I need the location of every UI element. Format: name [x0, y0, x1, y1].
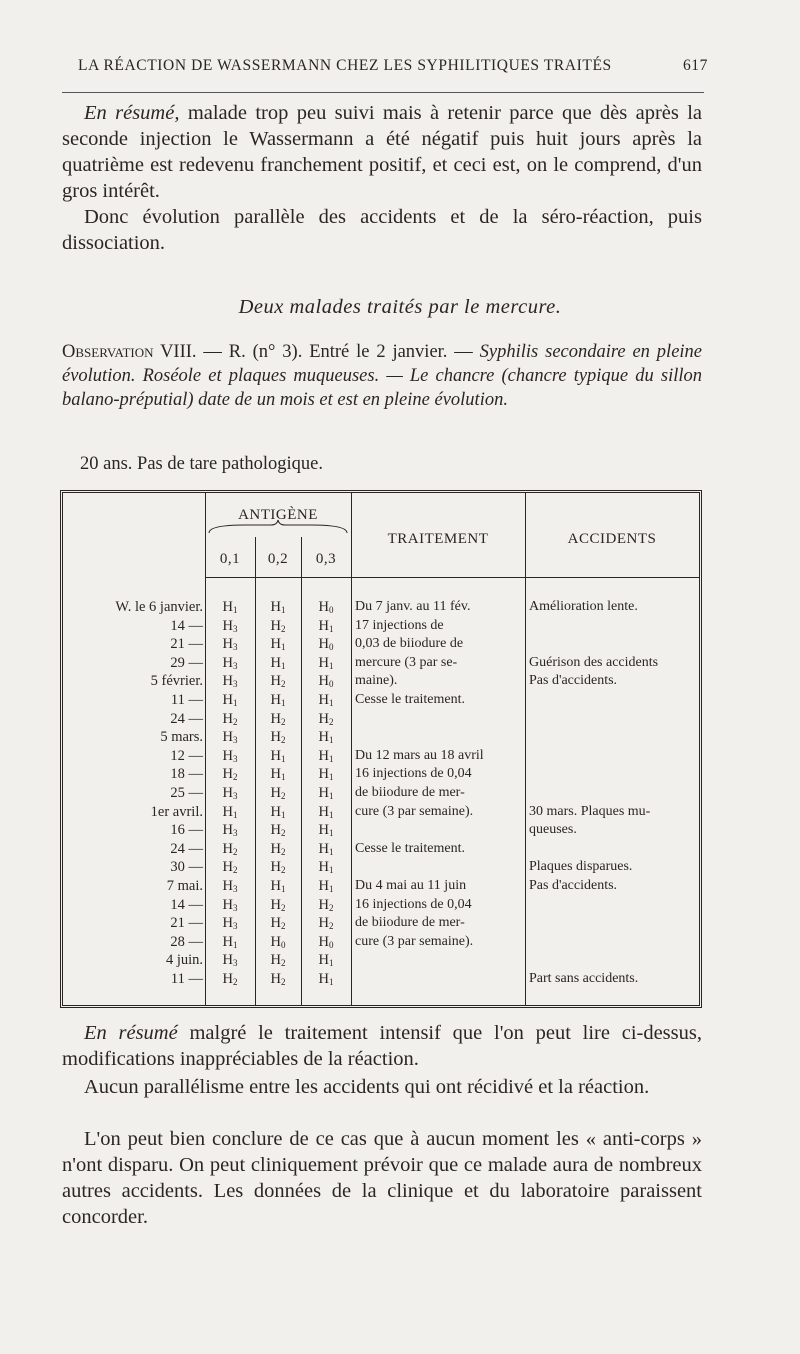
reaction-index: 1 — [232, 698, 238, 708]
reaction-letter: H — [318, 915, 329, 932]
reaction-letter: H — [270, 747, 281, 764]
row-accidents: Part sans accidents. — [529, 971, 639, 986]
reaction-index: 2 — [280, 623, 286, 634]
reaction-index: 1 — [280, 809, 286, 820]
reaction-index: 2 — [280, 846, 286, 857]
reaction-index: 1 — [328, 977, 334, 987]
dilution-header-2: 0,2 — [267, 551, 289, 567]
reaction-index: 2 — [328, 716, 334, 727]
results-table — [60, 490, 702, 1008]
reaction-letter: H — [222, 840, 233, 857]
table-row — [63, 969, 699, 989]
reaction-letter: H — [270, 710, 281, 727]
reaction-letter: H — [270, 673, 281, 690]
reaction-index: 1 — [280, 642, 286, 653]
reaction-letter: H — [318, 673, 329, 690]
row-accidents: Pas d'accidents. — [529, 878, 618, 893]
row-date: 16 — — [170, 822, 203, 839]
reaction-index: 3 — [232, 679, 238, 690]
reaction-letter: H — [270, 803, 281, 820]
table-row — [63, 857, 699, 877]
reaction-letter: H — [222, 766, 233, 783]
reaction-letter: H — [222, 673, 233, 690]
reaction-index: 3 — [232, 791, 238, 801]
reaction-index: 3 — [232, 958, 238, 969]
reaction-index: 2 — [280, 902, 286, 913]
reaction-index: 1 — [328, 772, 334, 783]
reaction-letter: H — [270, 952, 281, 969]
row-accidents: Guérison des accidents — [529, 654, 659, 670]
row-accidents: Plaques disparues. — [529, 859, 633, 875]
reaction-index: 1 — [328, 623, 334, 634]
reaction-index: 0 — [328, 939, 334, 950]
reaction-index: 3 — [232, 902, 238, 913]
reaction-index: 1 — [280, 884, 286, 894]
reaction-index: 0 — [280, 939, 286, 950]
row-traitement: maine). — [355, 673, 398, 689]
page-number: 617 — [682, 57, 708, 74]
header-divider — [205, 577, 699, 578]
table-row — [63, 653, 699, 673]
value-0-1 — [205, 969, 255, 992]
reaction-letter: H — [270, 878, 281, 894]
reaction-index: 2 — [280, 921, 286, 932]
reaction-letter: H — [270, 654, 281, 671]
reaction-index: 3 — [232, 828, 238, 839]
row-traitement: cure (3 par semaine). — [355, 803, 474, 819]
reaction-letter: H — [222, 654, 233, 671]
reaction-letter: H — [222, 878, 233, 894]
reaction-index: 1 — [232, 939, 238, 950]
table-row — [63, 802, 699, 822]
reaction-letter: H — [222, 896, 233, 913]
reaction-letter: H — [318, 952, 329, 969]
reaction-letter: H — [270, 971, 281, 987]
reaction-letter: H — [318, 636, 329, 653]
summary-lead-2: En résumé — [84, 1022, 178, 1044]
reaction-index: 0 — [328, 642, 334, 653]
table-row — [63, 876, 699, 896]
observation-plain: — R. (n° 3). Entré le 2 janvier. — — [196, 342, 480, 362]
reaction-letter: H — [222, 692, 233, 708]
reaction-index: 0 — [328, 605, 334, 615]
reaction-letter: H — [270, 785, 281, 801]
reaction-letter: H — [318, 729, 329, 746]
reaction-index: 3 — [232, 642, 238, 653]
reaction-index: 3 — [232, 884, 238, 894]
summary-lead: En résumé, — [84, 102, 180, 124]
reaction-index: 2 — [232, 716, 238, 727]
reaction-letter: H — [318, 803, 329, 820]
reaction-letter: H — [270, 692, 281, 708]
reaction-letter: H — [318, 692, 329, 708]
reaction-index: 2 — [232, 846, 238, 857]
reaction-index: 1 — [328, 791, 334, 801]
reaction-letter: H — [318, 599, 329, 615]
table-row — [63, 671, 699, 691]
summary-paragraph-2 — [62, 204, 702, 256]
reaction-index: 3 — [232, 623, 238, 634]
reaction-index: 2 — [280, 716, 286, 727]
reaction-letter: H — [270, 766, 281, 783]
value-0-3 — [301, 969, 351, 992]
row-traitement: de biiodure de mer- — [355, 785, 465, 800]
row-accidents: 30 mars. Plaques mu- — [529, 803, 651, 819]
reaction-index: 1 — [328, 809, 334, 820]
table-row — [63, 634, 699, 654]
reaction-letter: H — [318, 766, 329, 783]
reaction-index: 1 — [280, 660, 286, 671]
row-traitement: cure (3 par semaine). — [355, 933, 474, 949]
evolution-text: Donc évolution parallèle des accidents et de la séro-réaction, puis dissociation. — [62, 206, 702, 254]
reaction-index: 2 — [280, 828, 286, 839]
row-date: 18 — — [170, 766, 203, 783]
reaction-letter: H — [318, 859, 329, 876]
reaction-index: 2 — [232, 772, 238, 783]
summary-paragraph-4 — [62, 1074, 702, 1100]
reaction-index: 1 — [328, 958, 334, 969]
reaction-letter: H — [270, 840, 281, 857]
reaction-letter: H — [270, 636, 281, 653]
row-date: 24 — — [170, 710, 203, 727]
reaction-letter: H — [270, 822, 281, 839]
row-accidents: Pas d'accidents. — [529, 673, 618, 689]
reaction-index: 1 — [280, 605, 286, 615]
reaction-letter: H — [270, 859, 281, 876]
reaction-letter: H — [318, 933, 329, 950]
traitement-header: TRAITEMENT — [387, 531, 489, 547]
reaction-letter: H — [318, 840, 329, 857]
reaction-letter: H — [318, 971, 329, 987]
reaction-index: 3 — [232, 735, 238, 746]
reaction-index: 3 — [232, 753, 238, 764]
row-traitement: Du 4 mai au 11 juin — [355, 878, 467, 893]
row-date: 25 — — [170, 785, 203, 801]
summary-paragraph-5 — [62, 1126, 702, 1230]
row-date: 11 — — [170, 692, 203, 708]
reaction-index: 2 — [280, 735, 286, 746]
reaction-letter: H — [318, 785, 329, 801]
reaction-index: 1 — [280, 698, 286, 708]
observation-paragraph — [62, 340, 702, 412]
row-date: 7 mai. — [166, 878, 203, 894]
accidents-header: ACCIDENTS — [567, 531, 657, 547]
row-date: 21 — — [170, 636, 203, 653]
reaction-index: 1 — [328, 884, 334, 894]
antigene-header: ANTIGÈNE — [238, 507, 318, 523]
reaction-index: 2 — [280, 791, 286, 801]
row-date: 12 — — [170, 747, 203, 764]
row-date: 24 — — [170, 840, 203, 857]
reaction-letter: H — [222, 785, 233, 801]
reaction-letter: H — [222, 729, 233, 746]
reaction-letter: H — [222, 617, 233, 634]
reaction-index: 2 — [328, 921, 334, 932]
reaction-index: 1 — [280, 772, 286, 783]
reaction-letter: H — [222, 822, 233, 839]
table-row — [63, 932, 699, 952]
table-row — [63, 820, 699, 840]
reaction-letter: H — [222, 747, 233, 764]
reaction-letter: H — [270, 933, 281, 950]
dilution-header-3: 0,3 — [315, 551, 337, 567]
reaction-letter: H — [318, 747, 329, 764]
row-date: 28 — — [170, 933, 203, 950]
reaction-letter: H — [318, 878, 329, 894]
reaction-letter: H — [222, 859, 233, 876]
row-date: 30 — — [170, 859, 203, 876]
running-title: LA RÉACTION DE WASSERMANN CHEZ LES SYPHILITIQUES TRAITÉS — [78, 57, 612, 74]
table-row — [63, 727, 699, 747]
table-row — [63, 895, 699, 915]
row-traitement: Cesse le traitement. — [355, 840, 466, 856]
dilution-header-1: 0,1 — [219, 551, 241, 567]
reaction-index: 0 — [328, 679, 334, 690]
reaction-index: 2 — [328, 902, 334, 913]
row-traitement: Du 7 janv. au 11 fév. — [355, 599, 471, 614]
reaction-index: 2 — [280, 865, 286, 876]
table-row — [63, 616, 699, 636]
table-row — [63, 839, 699, 859]
reaction-index: 1 — [328, 660, 334, 671]
row-date: 29 — — [170, 654, 203, 671]
reaction-index: 1 — [328, 698, 334, 708]
reaction-index: 1 — [328, 865, 334, 876]
reaction-index: 2 — [280, 958, 286, 969]
reaction-index: 2 — [280, 679, 286, 690]
row-traitement: 16 injections de 0,04 — [355, 896, 472, 912]
row-accidents: queuses. — [529, 822, 577, 838]
table-row — [63, 709, 699, 729]
row-date: 1er avril. — [150, 803, 203, 820]
reaction-letter: H — [222, 599, 233, 615]
table-row — [63, 764, 699, 784]
reaction-letter: H — [222, 636, 233, 653]
row-accidents: Amélioration lente. — [529, 599, 638, 614]
row-traitement: Du 12 mars au 18 avril — [355, 747, 484, 763]
row-date: 5 mars. — [160, 729, 203, 746]
reaction-letter: H — [318, 896, 329, 913]
table-row — [63, 597, 699, 617]
parallelism-text: Aucun parallélisme entre les accidents qui ont récidivé et la réaction. — [84, 1076, 650, 1098]
reaction-letter: H — [318, 617, 329, 634]
value-0-2 — [255, 969, 301, 992]
reaction-index: 3 — [232, 921, 238, 932]
summary-text-2: malgré le traitement intensif que l'on peut lire ci-dessus, modifications inappréciables de la réaction. — [62, 1022, 702, 1070]
observation-italic: Syphilis secondaire en pleine évolution. Roséole et plaques muqueuses. — Le chancre (chancre typique du sillon balano-préputial) date de un mois et est en pleine évolution. — [62, 342, 703, 410]
row-date: 11 — — [170, 971, 203, 987]
table-row — [63, 950, 699, 970]
row-traitement: de biiodure de mer- — [355, 915, 465, 931]
row-date: 21 — — [170, 915, 203, 932]
row-date: 14 — — [170, 617, 203, 634]
reaction-index: 2 — [232, 977, 238, 987]
row-date: W. le 6 janvier. — [115, 599, 203, 615]
reaction-index: 1 — [232, 605, 238, 615]
summary-text: malade trop peu suivi mais à retenir parce que dès après la seconde injection le Wassermann a été négatif puis huit jours après la quatrième est redevenu franchement positif, et ceci est, on le comprend, d'un gros intérêt. — [62, 102, 702, 202]
brace-icon — [205, 519, 351, 535]
section-title: Deux malades traités par le mercure. — [238, 296, 562, 318]
reaction-letter: H — [318, 654, 329, 671]
reaction-index: 1 — [328, 753, 334, 764]
table-row — [63, 690, 699, 710]
reaction-letter: H — [270, 915, 281, 932]
table-row — [63, 746, 699, 766]
reaction-index: 1 — [232, 809, 238, 820]
running-header — [78, 56, 708, 76]
row-date: 5 février. — [150, 673, 203, 690]
reaction-letter: H — [222, 952, 233, 969]
reaction-index: 2 — [280, 977, 286, 987]
row-traitement: 16 injections de 0,04 — [355, 766, 472, 782]
table-row — [63, 913, 699, 933]
row-date: 4 juin. — [165, 952, 203, 969]
reaction-letter: H — [222, 915, 233, 932]
reaction-index: 1 — [280, 753, 286, 764]
table-row — [63, 783, 699, 803]
reaction-letter: H — [270, 617, 281, 634]
observation-label: Observation VIII. — [62, 342, 197, 362]
row-traitement: 0,03 de biiodure de — [355, 636, 464, 652]
row-traitement: 17 injections de — [355, 617, 444, 633]
reaction-index: 3 — [232, 660, 238, 671]
reaction-letter: H — [222, 803, 233, 820]
header-rule — [62, 92, 704, 93]
reaction-index: 1 — [328, 828, 334, 839]
reaction-index: 1 — [328, 735, 334, 746]
reaction-index: 2 — [232, 865, 238, 876]
row-traitement: mercure (3 par se- — [355, 654, 458, 670]
reaction-letter: H — [222, 971, 233, 987]
conclusion-text: L'on peut bien conclure de ce cas que à aucun moment les « anti-corps » n'ont disparu. On peut cliniquement prévoir que ce malade aura de nombreux autres accidents. Les données de la clinique et du laboratoire paraissent concorder. — [62, 1128, 702, 1228]
row-traitement: Cesse le traitement. — [355, 692, 466, 707]
reaction-letter: H — [270, 599, 281, 615]
reaction-letter: H — [270, 729, 281, 746]
reaction-letter: H — [222, 933, 233, 950]
reaction-letter: H — [318, 822, 329, 839]
reaction-letter: H — [270, 896, 281, 913]
summary-paragraph-1 — [62, 100, 702, 204]
reaction-index: 1 — [328, 846, 334, 857]
reaction-letter: H — [222, 710, 233, 727]
reaction-letter: H — [318, 710, 329, 727]
summary-paragraph-3 — [62, 1020, 702, 1072]
age-line: 20 ans. Pas de tare pathologique. — [80, 454, 324, 474]
row-date: 14 — — [170, 896, 203, 913]
